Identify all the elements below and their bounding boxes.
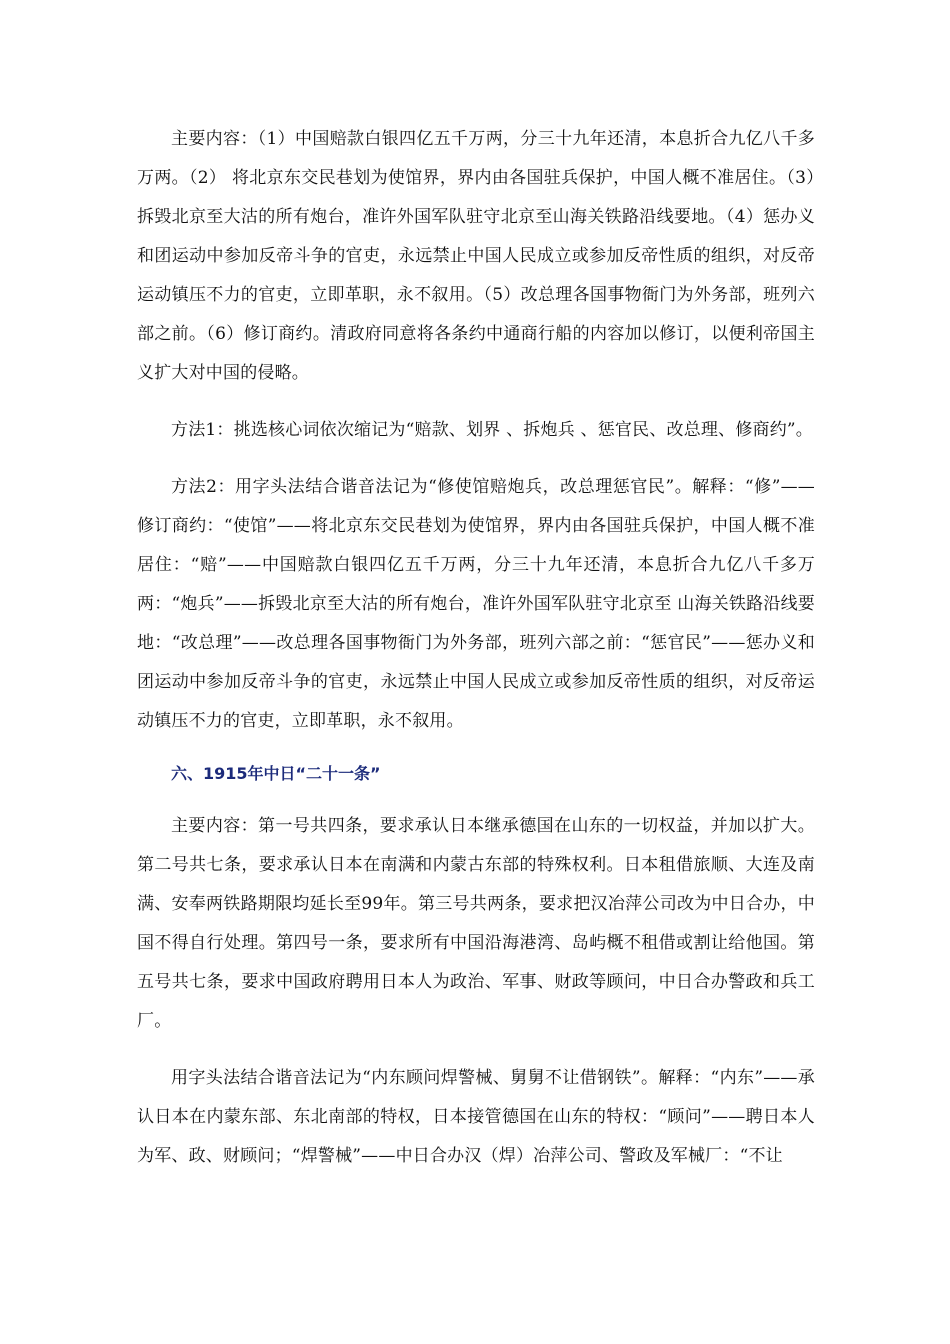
paragraph-boxer-protocol-content: 主要内容：（1）中国赔款白银四亿五千万两，分三十九年还清，本息折合九亿八千多万两。（2） 将北京东交民巷划为使馆界，界内由各国驻兵保护，中国人概不准居住。（3）拆毁北京至大沽的所有炮台，准许外国军队驻守北京至山海关铁路沿线要地。（4）惩办义和团运动中参加反帝斗争的官吏，永远禁止中国人民成立或参加反帝性质的组织，对反帝运动镇压不力的官吏，立即革职，永不叙用。（5）改总理各国事物衙门为外务部，班列六部之前。（6）修订商约。清政府同意将各条约中通商行船的内容加以修订，以便利帝国主义扩大对中国的侵略。	[137, 129, 815, 383]
document-page	[137, 120, 815, 1176]
paragraph-mnemonic: 用字头法结合谐音法记为“内东顾问焊警械、舅舅不让借钢铁”。解释：“内东”——承认日本在内蒙东部、东北南部的特权，日本接管德国在山东的特权：“顾问”——聘日本人为军、政、财顾问；“焊警械”——中日合办汉（焊）冶萍公司、警政及军械厂：“不让	[137, 1068, 815, 1166]
paragraph-twenty-one-demands-content: 主要内容：第一号共四条，要求承认日本继承德国在山东的一切权益，并加以扩大。第二号共七条，要求承认日本在南满和内蒙古东部的特殊权利。日本租借旅顺、大连及南满、安奉两铁路期限均延长至99年。第三号共两条，要求把汉冶萍公司改为中日合办，中国不得自行处理。第四号一条，要求所有中国沿海港湾、岛屿概不租借或割让给他国。第五号共七条，要求中国政府聘用日本人为政治、军事、财政等顾问，中日合办警政和兵工厂。	[137, 816, 815, 1031]
paragraph-gap	[137, 450, 815, 468]
paragraph-gap	[137, 1041, 815, 1059]
section-heading: 六、1915年中日“二十一条”	[171, 764, 381, 783]
paragraph-method-1: 方法1：挑选核心词依次缩记为“赔款、划界 、拆炮兵 、惩官民、改总理、修商约”。	[171, 420, 814, 440]
paragraph-method-2: 方法2：用字头法结合谐音法记为“修使馆赔炮兵，改总理惩官民”。解释：“修”——修订商约：“使馆”——将北京东交民巷划为使馆界，界内由各国驻兵保护，中国人概不准居住：“赔”——中国赔款白银四亿五千万两，分三十九年还清，本息折合九亿八千多万两：“炮兵”——拆毁北京至大沽的所有炮台，准许外国军队驻守北京至 山海关铁路沿线要地：“改总理”——改总理各国事物衙门为外务部，班列六部之前：“惩官民”——惩办义和团运动中参加反帝斗争的官吏，永远禁止中国人民成立或参加反帝性质的组织，对反帝运动镇压不力的官吏，立即革职，永不叙用。	[137, 477, 815, 731]
paragraph-gap	[137, 789, 815, 807]
paragraph-gap	[137, 741, 815, 759]
paragraph-gap	[137, 393, 815, 411]
